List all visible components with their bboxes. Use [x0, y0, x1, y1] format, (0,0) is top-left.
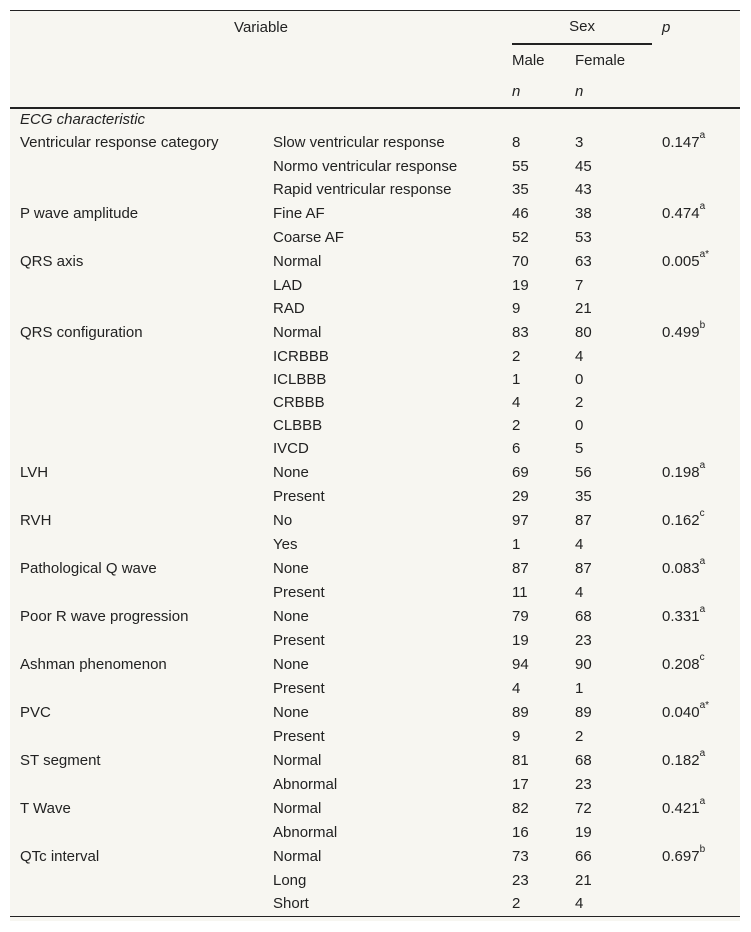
- female-count-cell: 19: [575, 823, 592, 841]
- table-row: [10, 629, 740, 652]
- ecg-by-sex-table: [10, 10, 740, 917]
- p-value-cell: [652, 391, 740, 414]
- variable-cell: ST segment: [20, 751, 101, 769]
- female-count-cell: 89: [575, 703, 592, 721]
- female-count-cell: 56: [575, 463, 592, 481]
- male-count-cell: 6: [512, 439, 521, 457]
- category-cell: Fine AF: [273, 204, 325, 222]
- p-value: 0.040: [662, 703, 700, 721]
- female-count-cell: 68: [575, 607, 592, 625]
- variable-cell: [10, 226, 272, 249]
- header-female: Female: [575, 51, 626, 69]
- p-value-footnote: a: [699, 129, 706, 141]
- category-cell: Present: [273, 487, 325, 505]
- category-cell: Normal: [273, 799, 322, 817]
- male-count-cell: 11: [512, 583, 528, 601]
- male-count-cell: 4: [512, 393, 521, 411]
- female-count-cell: 38: [575, 204, 592, 222]
- female-count-cell: 0: [575, 416, 584, 434]
- female-count-cell: 0: [575, 370, 584, 388]
- variable-cell: [10, 345, 272, 368]
- table-row: [10, 130, 740, 155]
- female-count-cell: 5: [575, 439, 584, 457]
- male-count-cell: 17: [512, 775, 529, 793]
- table-row: [10, 274, 740, 297]
- variable-cell: [10, 869, 272, 892]
- male-count-cell: 97: [512, 511, 529, 529]
- variable-cell: LVH: [20, 463, 49, 481]
- p-value-cell: [652, 652, 740, 677]
- p-value-cell: [652, 249, 740, 274]
- table-row: [10, 869, 740, 892]
- p-value-cell: [652, 226, 740, 249]
- p-value-cell: [652, 368, 740, 391]
- female-count-cell: 3: [575, 133, 584, 151]
- p-value-cell: [652, 533, 740, 556]
- p-value: 0.147: [662, 133, 700, 151]
- female-count-cell: 4: [575, 892, 652, 917]
- male-count-cell: 87: [512, 559, 529, 577]
- p-value-cell: [652, 437, 740, 460]
- p-value-footnote: a: [699, 555, 706, 567]
- category-cell: None: [273, 559, 309, 577]
- category-cell: Slow ventricular response: [273, 133, 445, 151]
- variable-cell: [10, 892, 272, 917]
- variable-cell: [10, 178, 272, 201]
- category-cell: IVCD: [273, 439, 309, 457]
- female-count-cell: 45: [575, 157, 592, 175]
- female-count-cell: 72: [575, 799, 592, 817]
- table-row: [10, 821, 740, 844]
- p-value: 0.208: [662, 655, 700, 673]
- male-count-cell: 23: [512, 871, 529, 889]
- category-cell: No: [273, 511, 293, 529]
- variable-cell: [10, 725, 272, 748]
- p-value-cell: [652, 892, 740, 917]
- female-count-cell: 1: [575, 679, 584, 697]
- p-value-footnote: a: [699, 603, 706, 615]
- table-row: [10, 249, 740, 274]
- p-value: 0.005: [662, 252, 700, 270]
- female-count-cell: 43: [575, 180, 592, 198]
- category-cell: Present: [273, 679, 325, 697]
- category-cell: Present: [273, 583, 325, 601]
- header-variable: Variable: [10, 11, 512, 44]
- p-value-cell: [652, 201, 740, 226]
- table-row: [10, 844, 740, 869]
- p-value: 0.083: [662, 559, 700, 577]
- variable-cell: [10, 414, 272, 437]
- female-count-cell: 87: [575, 559, 592, 577]
- header-n-male: n: [512, 76, 575, 108]
- p-value: 0.474: [662, 204, 700, 222]
- p-value-cell: [652, 130, 740, 155]
- category-cell: Normal: [273, 751, 322, 769]
- variable-cell: [10, 297, 272, 320]
- category-cell: None: [273, 703, 309, 721]
- category-cell: Abnormal: [273, 775, 338, 793]
- male-count-cell: 1: [512, 370, 521, 388]
- female-count-cell: 80: [575, 323, 592, 341]
- table-row: [10, 725, 740, 748]
- male-count-cell: 55: [512, 157, 529, 175]
- male-count-cell: 35: [512, 180, 529, 198]
- variable-cell: [10, 368, 272, 391]
- category-cell: Long: [273, 871, 307, 889]
- female-count-cell: 21: [575, 871, 592, 889]
- variable-cell: [10, 533, 272, 556]
- variable-cell: T Wave: [20, 799, 71, 817]
- table-row: [10, 297, 740, 320]
- table-row: [10, 226, 740, 249]
- p-value-footnote: a: [699, 200, 706, 212]
- variable-cell: PVC: [20, 703, 51, 721]
- p-value-footnote: c: [699, 507, 705, 519]
- table-row: [10, 155, 740, 178]
- variable-cell: QRS configuration: [20, 323, 143, 341]
- variable-cell: [10, 391, 272, 414]
- variable-cell: [10, 274, 272, 297]
- male-count-cell: 70: [512, 252, 529, 270]
- variable-cell: Pathological Q wave: [20, 559, 157, 577]
- female-count-cell: 23: [575, 775, 592, 793]
- p-value-footnote: a: [699, 795, 706, 807]
- category-cell: None: [273, 607, 309, 625]
- male-count-cell: 29: [512, 487, 529, 505]
- p-value: 0.331: [662, 607, 700, 625]
- table-row: [10, 508, 740, 533]
- table-row: [10, 320, 740, 345]
- female-count-cell: 2: [575, 393, 584, 411]
- p-value-cell: [652, 844, 740, 869]
- male-count-cell: 8: [512, 133, 521, 151]
- category-cell: Normal: [273, 252, 322, 270]
- category-cell: ICRBBB: [273, 347, 329, 365]
- male-count-cell: 46: [512, 204, 529, 222]
- female-count-cell: 87: [575, 511, 592, 529]
- p-value-cell: [652, 773, 740, 796]
- category-cell: LAD: [273, 276, 303, 294]
- male-count-cell: 4: [512, 679, 521, 697]
- category-cell: Coarse AF: [273, 228, 344, 246]
- p-value-footnote: a*: [699, 248, 710, 260]
- table-row: [10, 414, 740, 437]
- header-male: Male: [512, 51, 545, 69]
- table-row: [10, 748, 740, 773]
- p-value-cell: [652, 677, 740, 700]
- variable-cell: QRS axis: [20, 252, 84, 270]
- p-value-cell: [652, 414, 740, 437]
- male-count-cell: 16: [512, 823, 529, 841]
- p-value-cell: [652, 700, 740, 725]
- female-count-cell: 66: [575, 847, 592, 865]
- section-label: ECG characteristic: [20, 110, 146, 128]
- p-value-cell: [652, 297, 740, 320]
- category-cell: None: [273, 655, 309, 673]
- male-count-cell: 2: [512, 892, 575, 917]
- p-value: 0.198: [662, 463, 700, 481]
- table-container: [10, 10, 740, 921]
- table-row: [10, 201, 740, 226]
- p-value-cell: [652, 320, 740, 345]
- variable-cell: RVH: [20, 511, 52, 529]
- male-count-cell: 1: [512, 535, 521, 553]
- p-value-cell: [652, 821, 740, 844]
- table-row: [10, 178, 740, 201]
- category-cell: RAD: [273, 299, 305, 317]
- variable-cell: [10, 773, 272, 796]
- table-row: [10, 677, 740, 700]
- female-count-cell: 35: [575, 487, 592, 505]
- female-count-cell: 68: [575, 751, 592, 769]
- p-value-footnote: a*: [699, 699, 710, 711]
- male-count-cell: 82: [512, 799, 529, 817]
- male-count-cell: 81: [512, 751, 529, 769]
- p-value: 0.499: [662, 323, 700, 341]
- table-row: [10, 892, 740, 917]
- variable-cell: Poor R wave progression: [20, 607, 189, 625]
- variable-cell: [10, 437, 272, 460]
- category-cell: Present: [273, 631, 325, 649]
- male-count-cell: 94: [512, 655, 529, 673]
- variable-cell: P wave amplitude: [20, 204, 139, 222]
- category-cell: CLBBB: [273, 416, 323, 434]
- table-row: [10, 581, 740, 604]
- p-value: 0.182: [662, 751, 700, 769]
- table-row: [10, 796, 740, 821]
- p-value-cell: [652, 629, 740, 652]
- p-value-cell: [652, 581, 740, 604]
- female-count-cell: 90: [575, 655, 592, 673]
- header-p: p: [652, 11, 740, 44]
- table-row: [10, 485, 740, 508]
- category-cell: Abnormal: [273, 823, 338, 841]
- male-count-cell: 52: [512, 228, 529, 246]
- header-n-female: n: [575, 76, 652, 108]
- variable-cell: [10, 155, 272, 178]
- p-value-cell: [652, 345, 740, 368]
- category-cell: Present: [273, 727, 325, 745]
- header-sex: Sex: [512, 11, 652, 44]
- p-value-cell: [652, 556, 740, 581]
- male-count-cell: 9: [512, 727, 521, 745]
- female-count-cell: 2: [575, 727, 584, 745]
- variable-cell: [10, 821, 272, 844]
- category-cell: Normal: [273, 323, 322, 341]
- p-value-footnote: a: [699, 459, 706, 471]
- p-value-cell: [652, 155, 740, 178]
- variable-cell: Ashman phenomenon: [20, 655, 167, 673]
- female-count-cell: 4: [575, 535, 584, 553]
- male-count-cell: 89: [512, 703, 529, 721]
- table-row: [10, 700, 740, 725]
- p-value-footnote: a: [699, 747, 706, 759]
- male-count-cell: 9: [512, 299, 521, 317]
- female-count-cell: 53: [575, 228, 592, 246]
- female-count-cell: 21: [575, 299, 592, 317]
- p-value-cell: [652, 869, 740, 892]
- table-row: [10, 533, 740, 556]
- table-row: [10, 556, 740, 581]
- male-count-cell: 73: [512, 847, 529, 865]
- table-row: [10, 368, 740, 391]
- female-count-cell: 7: [575, 276, 584, 294]
- p-value-cell: [652, 725, 740, 748]
- male-count-cell: 69: [512, 463, 529, 481]
- table-row: [10, 437, 740, 460]
- female-count-cell: 63: [575, 252, 592, 270]
- variable-cell: [10, 581, 272, 604]
- variable-cell: [10, 677, 272, 700]
- p-value-cell: [652, 508, 740, 533]
- table-row: [10, 652, 740, 677]
- p-value-footnote: b: [699, 843, 706, 855]
- variable-cell: [10, 629, 272, 652]
- p-value-cell: [652, 485, 740, 508]
- table-row: [10, 460, 740, 485]
- p-value-cell: [652, 178, 740, 201]
- category-cell: Yes: [273, 535, 298, 553]
- p-value-cell: [652, 604, 740, 629]
- p-value: 0.697: [662, 847, 700, 865]
- p-value-cell: [652, 274, 740, 297]
- female-count-cell: 23: [575, 631, 592, 649]
- p-value-cell: [652, 796, 740, 821]
- p-value: 0.421: [662, 799, 700, 817]
- male-count-cell: 2: [512, 347, 521, 365]
- table-row: [10, 345, 740, 368]
- male-count-cell: 79: [512, 607, 529, 625]
- male-count-cell: 19: [512, 276, 529, 294]
- p-value-footnote: b: [699, 319, 706, 331]
- variable-cell: QTc interval: [20, 847, 100, 865]
- table-row: [10, 391, 740, 414]
- female-count-cell: 4: [575, 583, 584, 601]
- table-row: [10, 604, 740, 629]
- category-cell: Short: [272, 892, 512, 917]
- category-cell: Normal: [273, 847, 322, 865]
- male-count-cell: 83: [512, 323, 529, 341]
- p-value: 0.162: [662, 511, 700, 529]
- category-cell: CRBBB: [273, 393, 325, 411]
- variable-cell: Ventricular response category: [20, 133, 219, 151]
- category-cell: None: [273, 463, 309, 481]
- category-cell: Rapid ventricular response: [273, 180, 452, 198]
- p-value-cell: [652, 460, 740, 485]
- table-row: [10, 773, 740, 796]
- p-value-cell: [652, 748, 740, 773]
- female-count-cell: 4: [575, 347, 584, 365]
- variable-cell: [10, 485, 272, 508]
- male-count-cell: 2: [512, 416, 521, 434]
- category-cell: Normo ventricular response: [273, 157, 458, 175]
- category-cell: ICLBBB: [273, 370, 327, 388]
- male-count-cell: 19: [512, 631, 529, 649]
- p-value-footnote: c: [699, 651, 705, 663]
